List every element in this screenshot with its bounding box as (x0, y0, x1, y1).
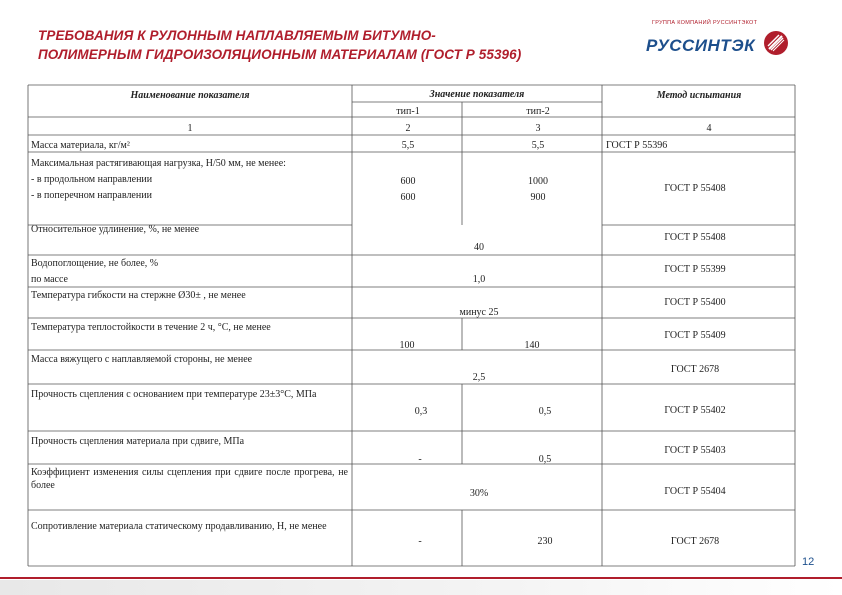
page-title-line-2: ПОЛИМЕРНЫМ ГИДРОИЗОЛЯЦИОННЫМ МАТЕРИАЛАМ (ГОСТ Р 55396) (38, 47, 522, 62)
row-flexibility-name: Температура гибкости на стержне Ø30± , не менее (31, 290, 246, 301)
row-coefficient-method: ГОСТ Р 55404 (664, 486, 726, 497)
row-bond-base-type2: 0,5 (538, 406, 552, 417)
row-flexibility-method: ГОСТ Р 55400 (664, 297, 726, 308)
header-test-method: Метод испытания (656, 90, 742, 101)
header-type-1: тип-1 (396, 106, 420, 117)
row-shear-type2: 0,5 (538, 454, 552, 465)
row-bond-base-method: ГОСТ Р 55402 (664, 405, 726, 416)
header-type-2: тип-2 (526, 106, 550, 117)
row-bond-base-type1: 0,3 (414, 406, 428, 417)
row-heat-type2: 140 (524, 340, 540, 351)
row-coefficient-name: Коэффициент изменения силы сцепления при сдвиге после прогрева, не более (31, 467, 348, 491)
row-tensile-name-line-3: - в поперечном направлении (31, 190, 152, 201)
row-tensile-method: ГОСТ Р 55408 (664, 183, 726, 194)
page-title-line-1: ТРЕБОВАНИЯ К РУЛОННЫМ НАПЛАВЛЯЕМЫМ БИТУМНО- (38, 28, 436, 43)
row-heat-method: ГОСТ Р 55409 (664, 330, 726, 341)
row-coefficient-value: 30% (469, 488, 489, 499)
column-number-2: 2 (405, 123, 411, 134)
logo-tagline: ГРУППА КОМПАНИЙ РУССИНТЭКОТ (652, 20, 758, 26)
row-puncture-name: Сопротивление материала статическому продавливанию, Н, не менее (31, 521, 327, 532)
row-binder-name: Масса вяжущего с наплавляемой стороны, не менее (31, 354, 253, 365)
row-bond-base-name: Прочность сцепления с основанием при температуре 23±3°С, МПа (31, 389, 317, 400)
logo-name: РУССИНТЭК (646, 36, 756, 55)
row-water-method: ГОСТ Р 55399 (664, 264, 726, 275)
header-value: Значение показателя (429, 89, 525, 100)
row-shear-type1: - (418, 454, 422, 465)
row-tensile-type1-transverse: 600 (400, 192, 416, 203)
footer-band (0, 580, 842, 595)
row-tensile-type2-longitudinal: 1000 (528, 176, 548, 187)
row-binder-method: ГОСТ 2678 (670, 364, 720, 375)
row-water-name-line-1: Водопоглощение, не более, % (31, 258, 159, 269)
row-shear-name: Прочность сцепления материала при сдвиге, МПа (31, 436, 245, 447)
page-title (38, 26, 638, 64)
row-flexibility-value: минус 25 (459, 307, 499, 318)
row-mass-method: ГОСТ Р 55396 (606, 140, 668, 151)
footer-stripe (0, 577, 842, 579)
row-heat-type1: 100 (399, 340, 415, 351)
column-number-4: 4 (706, 123, 712, 134)
row-mass-type1: 5,5 (401, 140, 415, 151)
page-number: 12 (802, 556, 815, 568)
row-mass-name: Масса материала, кг/м² (31, 140, 130, 151)
row-water-value: 1,0 (472, 274, 486, 285)
row-elongation-name: Относительное удлинение, %, не менее (31, 224, 200, 235)
company-logo (646, 20, 806, 66)
column-number-1: 1 (187, 123, 193, 134)
row-elongation-method: ГОСТ Р 55408 (664, 232, 726, 243)
row-puncture-type1: - (418, 536, 422, 547)
row-tensile-name-line-2: - в продольном направлении (31, 174, 153, 185)
row-mass-type2: 5,5 (531, 140, 545, 151)
row-tensile-name-line-1: Максимальная растягивающая нагрузка, Н/50 мм, не менее: (31, 158, 286, 169)
row-heat-name: Температура теплостойкости в течение 2 ч, °С, не менее (31, 322, 271, 333)
row-elongation-value: 40 (474, 242, 484, 253)
row-tensile-type2-transverse: 900 (530, 192, 546, 203)
header-indicator-name: Наименование показателя (130, 90, 250, 101)
row-water-name-line-2: по массе (31, 274, 68, 285)
row-shear-method: ГОСТ Р 55403 (664, 445, 726, 456)
row-puncture-type2: 230 (537, 536, 553, 547)
row-binder-value: 2,5 (472, 372, 486, 383)
ruler-fan-logo-icon (763, 30, 789, 56)
row-tensile-type1-longitudinal: 600 (400, 176, 416, 187)
column-number-3: 3 (535, 123, 541, 134)
row-puncture-method: ГОСТ 2678 (670, 536, 720, 547)
